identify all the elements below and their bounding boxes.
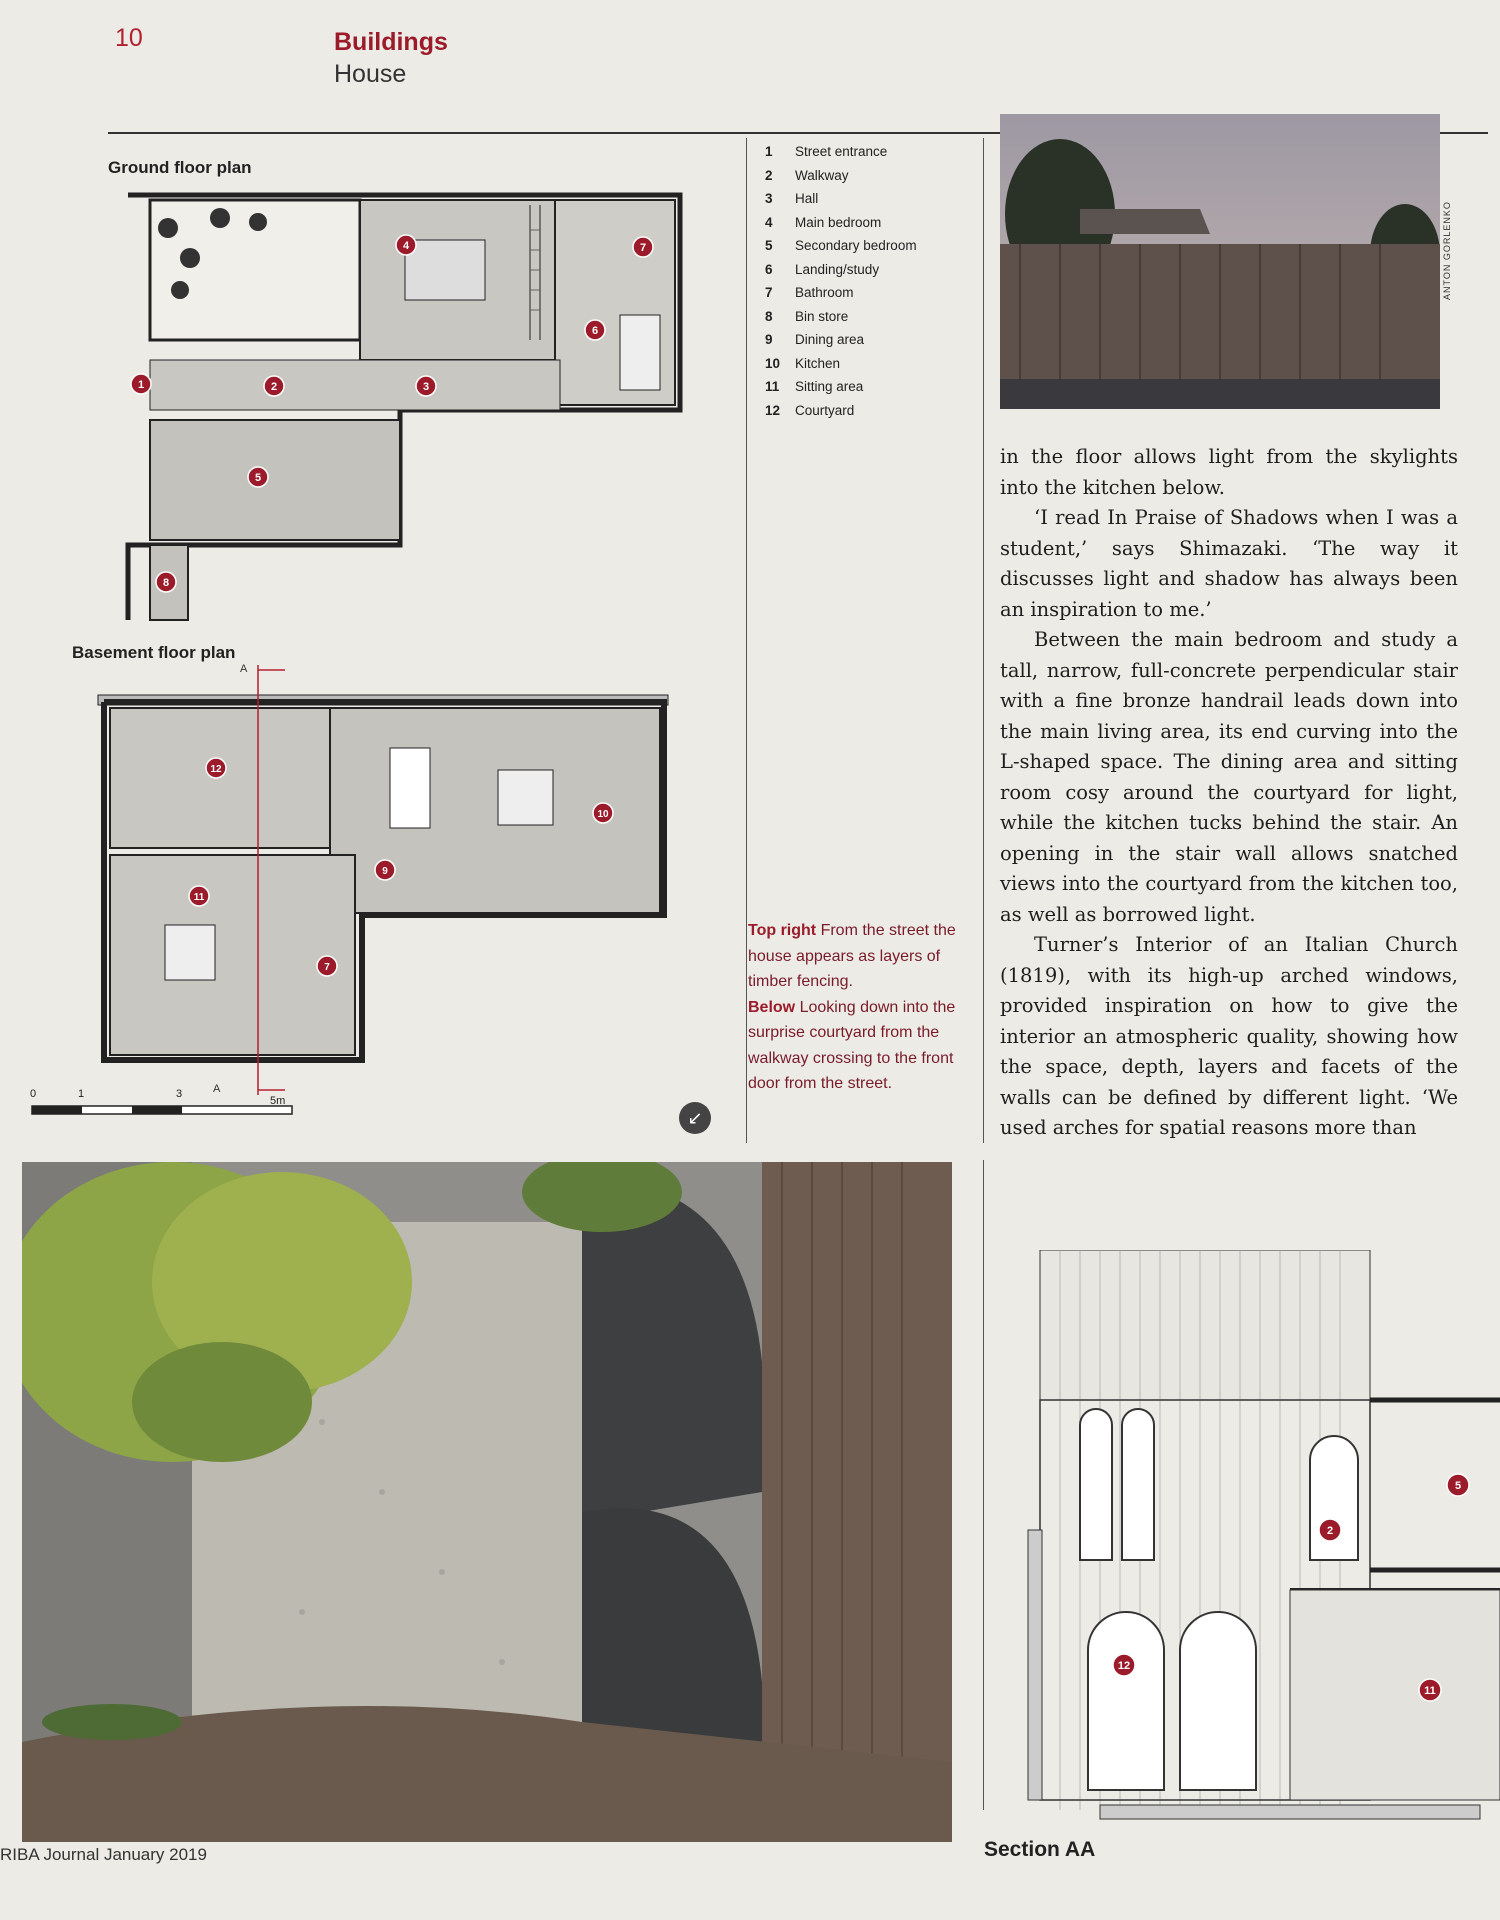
legend-item bbox=[765, 305, 980, 329]
legend-item bbox=[765, 375, 980, 399]
article-body bbox=[1000, 442, 1458, 1144]
section-title: Buildings bbox=[334, 28, 448, 56]
caption-top-bold: Top right bbox=[748, 922, 817, 939]
svg-text:10: 10 bbox=[597, 809, 609, 820]
legend-number: 11 bbox=[765, 379, 780, 395]
section-aa-drawing bbox=[1000, 1250, 1500, 1830]
ground-floor-plan bbox=[128, 195, 680, 620]
section-marker-bottom: A bbox=[213, 1083, 221, 1095]
section-marker: 11 bbox=[1424, 1685, 1436, 1697]
svg-text:5: 5 bbox=[254, 472, 262, 484]
legend-number: 10 bbox=[765, 355, 781, 371]
legend-item bbox=[765, 234, 980, 258]
legend-label: Bin store bbox=[795, 308, 849, 324]
basement-floor-plan-label: Basement floor plan bbox=[72, 643, 236, 662]
floor-plans-drawing bbox=[0, 0, 760, 1140]
legend-label: Sitting area bbox=[795, 379, 864, 395]
legend-item bbox=[765, 258, 980, 282]
page-number: 10 bbox=[115, 24, 143, 52]
arrow-down-left-icon: ↙ bbox=[679, 1102, 711, 1134]
ground-floor-plan-label: Ground floor plan bbox=[108, 158, 252, 177]
legend-label: Hall bbox=[795, 191, 819, 207]
paragraph: in the floor allows light from the skylights into the kitchen below. bbox=[1000, 445, 1458, 499]
journal-footer: RIBA Journal January 2019 bbox=[0, 1845, 207, 1864]
scale-label-3: 3 bbox=[176, 1088, 183, 1100]
section-marker-top: A bbox=[240, 663, 248, 675]
legend-item bbox=[765, 211, 980, 235]
svg-text:8: 8 bbox=[162, 577, 170, 589]
scale-label-5m: 5m bbox=[270, 1095, 286, 1107]
legend-label: Street entrance bbox=[795, 144, 888, 160]
legend-label: Main bedroom bbox=[795, 214, 882, 230]
svg-text:12: 12 bbox=[210, 764, 222, 775]
caption-below-text: Looking down into the surprise courtyard from the walkway crossing to the front door from the street. bbox=[748, 998, 956, 1092]
legend-number: 1 bbox=[765, 144, 773, 160]
legend-label: Dining area bbox=[795, 332, 865, 348]
legend-item bbox=[765, 281, 980, 305]
photo-credit: ANTON GORLENKO bbox=[1442, 201, 1452, 300]
column-divider bbox=[983, 1160, 984, 1810]
column-divider bbox=[983, 138, 984, 1143]
paragraph: Between the main bedroom and study a tall, narrow, full-concrete perpendicular stair with a fine bronze handrail leads down into the main living area, its end curving into the L-shaped space. The dining area and sitting room cosy around the courtyard for light, while the kitchen tucks behind the stair. An opening in the stair wall allows snatched views into the courtyard from the kitchen too, as well as borrowed light. bbox=[1000, 628, 1458, 926]
paragraph: ‘I read In Praise of Shadows when I was a student,’ says Shimazaki. ‘The way it discusses light and shadow has always been an inspiration to me.’ bbox=[1000, 506, 1458, 621]
section-marker: 2 bbox=[1326, 1525, 1334, 1537]
svg-text:9: 9 bbox=[382, 866, 388, 877]
legend-number: 3 bbox=[765, 191, 773, 207]
caption-top-text: From the street the house appears as layers of timber fencing. bbox=[748, 922, 956, 990]
section-marker: 5 bbox=[1454, 1480, 1462, 1492]
svg-text:7: 7 bbox=[639, 242, 647, 254]
legend-item bbox=[765, 352, 980, 376]
legend-number: 12 bbox=[765, 402, 781, 418]
legend-number: 4 bbox=[765, 214, 773, 230]
legend-number: 9 bbox=[765, 332, 773, 348]
legend-label: Landing/study bbox=[795, 261, 880, 277]
legend-number: 6 bbox=[765, 261, 773, 277]
street-fence-photo bbox=[1000, 114, 1440, 409]
legend-number: 7 bbox=[765, 285, 773, 301]
legend-label: Bathroom bbox=[795, 285, 854, 301]
svg-text:2: 2 bbox=[270, 381, 278, 393]
legend-item bbox=[765, 399, 980, 423]
scale-bar bbox=[30, 1088, 292, 1114]
svg-text:6: 6 bbox=[591, 325, 599, 337]
legend-item bbox=[765, 164, 980, 188]
scale-label-1: 1 bbox=[78, 1088, 85, 1100]
section-aa-label: Section AA bbox=[984, 1838, 1096, 1861]
courtyard-photo bbox=[22, 1162, 952, 1842]
photo-caption bbox=[748, 918, 970, 1097]
svg-text:3: 3 bbox=[422, 381, 430, 393]
legend-label: Secondary bedroom bbox=[795, 238, 917, 254]
legend-number: 2 bbox=[765, 167, 773, 183]
svg-text:4: 4 bbox=[402, 240, 410, 252]
legend-label: Walkway bbox=[795, 167, 849, 183]
room-legend bbox=[765, 140, 980, 422]
legend-label: Kitchen bbox=[795, 355, 841, 371]
svg-text:1: 1 bbox=[137, 379, 145, 391]
section-marker: 12 bbox=[1117, 1660, 1131, 1672]
paragraph: Turner’s Interior of an Italian Church (1819), with its high-up arched windows, provided inspiration on how to give the interior an atmospheric quality, showing how the space, depth, layers and facets of the walls can be defined by different light. ‘We used arches for spatial reasons more than bbox=[1000, 933, 1458, 1139]
legend-label: Courtyard bbox=[795, 402, 855, 418]
subsection-title: House bbox=[334, 60, 407, 88]
scale-label-0: 0 bbox=[30, 1088, 37, 1100]
legend-item bbox=[765, 328, 980, 352]
legend-number: 5 bbox=[765, 238, 773, 254]
legend-item bbox=[765, 187, 980, 211]
svg-text:7: 7 bbox=[324, 962, 330, 973]
legend-number: 8 bbox=[765, 308, 773, 324]
legend-item bbox=[765, 140, 980, 164]
svg-text:11: 11 bbox=[193, 892, 205, 903]
caption-below-bold: Below bbox=[748, 998, 796, 1016]
